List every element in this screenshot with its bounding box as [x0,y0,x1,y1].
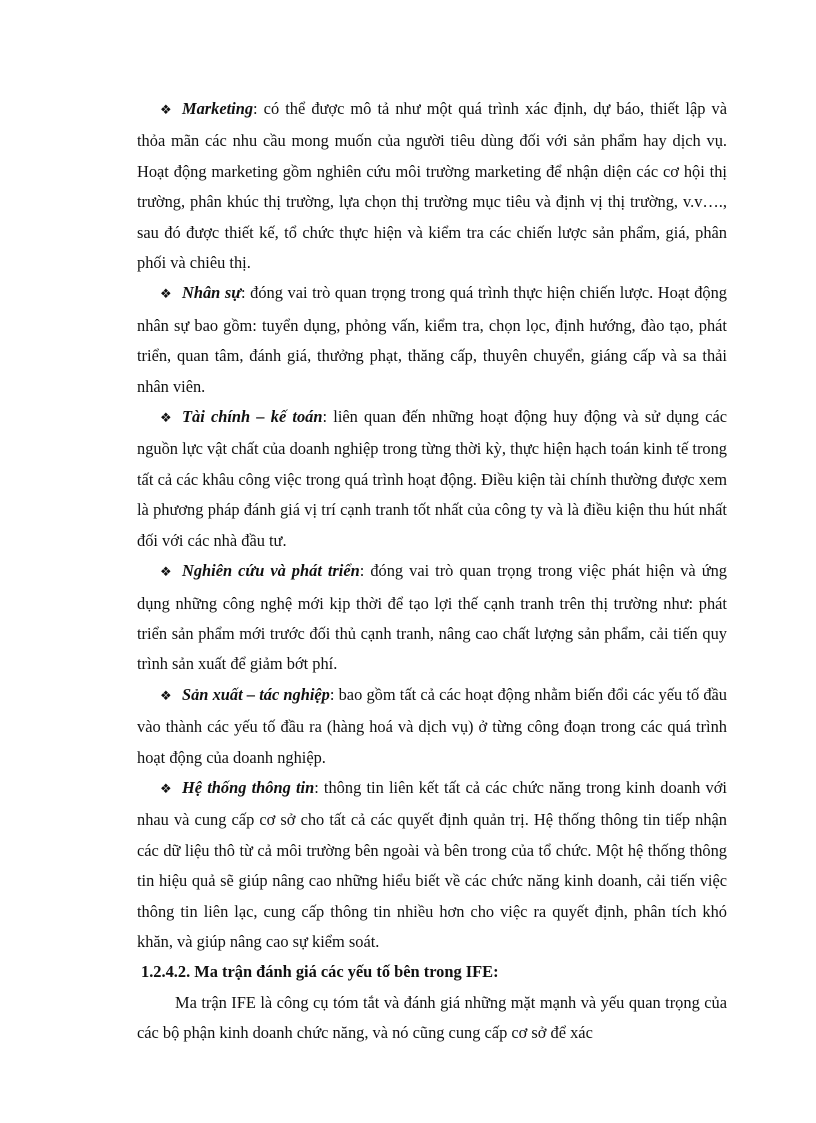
bullet-item-tai-chinh [137,402,727,556]
document-page [137,94,727,1049]
diamond-bullet-icon: ❖ [160,411,172,427]
item-text-tai-chinh: : liên quan đến những hoạt động huy động và sử dụng các nguồn lực vật chất của doanh nghiệp trong từng thời kỳ, thực hiện hạch toán kinh tế trong tất cả các khâu công việc trong quá trình hoạt động. Điều kiện tài chính thường được xem là phương pháp đánh giá vị trí cạnh tranh tốt nhất của công ty và là điều kiện thu hút nhất đối với các nhà đầu tư. [137,407,728,550]
bullet-item-nhan-su [137,278,727,402]
item-text-marketing: : có thể được mô tả như một quá trình xác định, dự báo, thiết lập và thỏa mãn các nhu cầu mong muốn của người tiêu dùng đối với sản phẩm hay dịch vụ. Hoạt động marketing gồm nghiên cứu môi trường marketing để nhận diện các cơ hội thị trường, phân khúc thị trường, lựa chọn thị trường mục tiêu và định vị thị trường, v.v…., sau đó được thiết kế, tổ chức thực hiện và kiểm tra các chiến lược sản phẩm, giá, phân phối và chiêu thị. [137,99,727,273]
diamond-bullet-icon: ❖ [160,781,172,797]
term-tai-chinh: Tài chính – kế toán [182,407,323,427]
section-heading: 1.2.4.2. Ma trận đánh giá các yếu tố bên trong IFE: [141,962,499,982]
term-nhan-su: Nhân sự [182,283,242,303]
bullet-item-he-thong [137,773,727,957]
diamond-bullet-icon: ❖ [160,103,172,118]
diamond-bullet-icon: ❖ [160,287,172,303]
item-text-he-thong: : thông tin liên kết tất cả các chức năng trong kinh doanh với nhau và cung cấp cơ sở cho tất cả các quyết định quản trị. Hệ thống thông tin tiếp nhận các dữ liệu thô từ cả môi trường bên ngoài và bên trong của tổ chức. Một hệ thống thông tin hiệu quả sẽ giúp nâng cao những hiểu biết về các chức năng kinh doanh, cải tiến việc thông tin liên lạc, cung cấp thông tin nhiều hơn cho việc ra quyết định, phân tích khó khăn, và giúp nâng cao sự kiểm soát. [137,777,727,951]
term-nghien-cuu: Nghiên cứu và phát triển [182,561,360,581]
bullet-item-marketing [137,94,727,278]
bullet-item-nghien-cuu [137,556,727,680]
term-san-xuat: Sản xuất – tác nghiệp [182,684,330,704]
item-text-nhan-su: : đóng vai trò quan trọng trong quá trình thực hiện chiến lược. Hoạt động nhân sự bao gồm: tuyển dụng, phỏng vấn, kiểm tra, chọn lọc, định hướng, đào tạo, phát triển, quan tâm, đánh giá, thưởng phạt, thăng cấp, thuyên chuyển, giáng cấp và sa thải nhân viên. [137,283,728,396]
term-he-thong: Hệ thống thông tin [182,777,315,797]
diamond-bullet-icon: ❖ [160,688,172,704]
term-marketing: Marketing [182,99,254,118]
diamond-bullet-icon: ❖ [160,565,172,581]
bullet-item-san-xuat [137,680,727,773]
item-text-nghien-cuu: : đóng vai trò quan trọng trong việc phát hiện và ứng dụng những công nghệ mới kịp thời để tạo lợi thế cạnh tranh trên thị trường như: phát triển sản phẩm mới trước đối thủ cạnh tranh, nâng cao chất lượng sản phẩm, cải tiến quy trình sản xuất để giảm bớt phí. [137,561,727,674]
item-text-san-xuat: : bao gồm tất cả các hoạt động nhằm biến đổi các yếu tố đầu vào thành các yếu tố đầu ra (hàng hoá và dịch vụ) ở từng công đoạn trong các quá trình hoạt động của doanh nghiệp. [137,684,727,767]
section-paragraph: Ma trận IFE là công cụ tóm tắt và đánh giá những mặt mạnh và yếu quan trọng của các bộ phận kinh doanh chức năng, và nó cũng cung cấp cơ sở để xác [137,992,727,1043]
